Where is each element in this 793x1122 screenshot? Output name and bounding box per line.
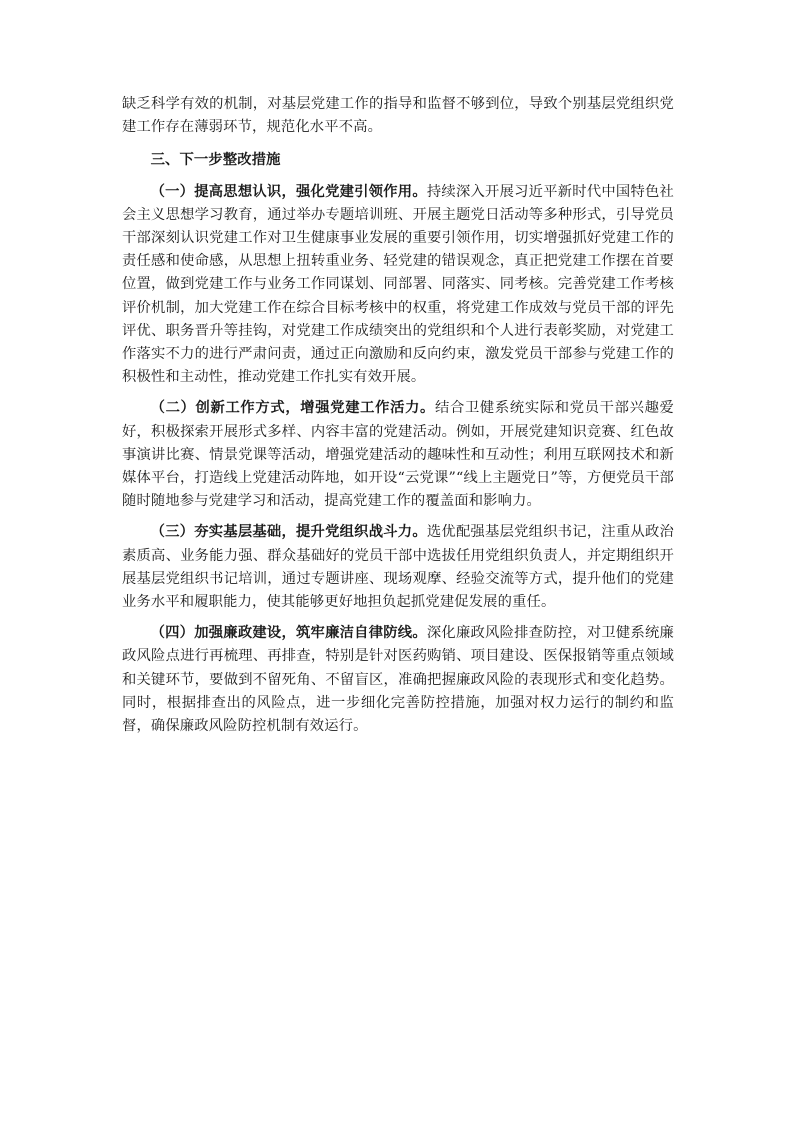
intro-paragraph: 缺乏科学有效的机制，对基层党建工作的指导和监督不够到位，导致个别基层党组织党建工作存在薄弱环节，规范化水平不高。 (122, 96, 674, 136)
measure-paragraph-1 (122, 181, 674, 390)
measure-paragraph-3 (122, 521, 674, 614)
measure-lead-4: （四）加强廉政建设，筑牢廉洁自律防线。 (150, 625, 427, 642)
section-heading: 三、下一步整改措施 (150, 152, 281, 169)
measure-body-3: 选优配强基层党组织书记，注重从政治素质高、业务能力强、群众基础好的党员干部中选拔任用党组织负责人，并定期组织开展基层党组织书记培训，通过专题讲座、现场观摩、经验交流等方式，提升他们的党建业务水平和履职能力，使其能够更好地担负起抓党建促发展的重任。 (122, 524, 674, 611)
measure-body-4: 深化廉政风险排查防控，对卫健系统廉政风险点进行再梳理、再排查，特别是针对医药购销、项目建设、医保报销等重点领域和关键环节，要做到不留死角、不留盲区，准确把握廉政风险的表现形式和变化趋势。同时，根据排查出的风险点，进一步细化完善防控措施，加强对权力运行的制约和监督，确保廉政风险防控机制有效运行。 (122, 625, 674, 735)
measure-lead-3: （三）夯实基层基础，提升党组织战斗力。 (150, 524, 427, 541)
measure-paragraph-4 (122, 622, 674, 738)
measure-paragraph-2 (122, 397, 674, 513)
document-page (122, 93, 674, 738)
measure-lead-2: （二）创新工作方式，增强党建工作活力。 (150, 400, 436, 417)
measure-body-2: 结合卫健系统实际和党员干部兴趣爱好，积极探索开展形式多样、内容丰富的党建活动。例如，开展党建知识竞赛、红色故事演讲比赛、情景党课等活动，增强党建活动的趣味性和互动性；利用互联网技术和新媒体平台，打造线上党建活动阵地，如开设“云党课”“线上主题党日”等，方便党员干部随时随地参与党建学习和活动，提高党建工作的覆盖面和影响力。 (122, 400, 674, 510)
measure-lead-1: （一）提高思想认识，强化党建引领作用。 (150, 183, 427, 200)
measure-body-1: 持续深入开展习近平新时代中国特色社会主义思想学习教育，通过举办专题培训班、开展主题党日活动等多种形式，引导党员干部深刻认识党建工作对卫生健康事业发展的重要引领作用，切实增强抓好党建工作的责任感和使命感，从思想上扭转重业务、轻党建的错误观念，真正把党建工作摆在首要位置，做到党建工作与业务工作同谋划、同部署、同落实、同考核。完善党建工作考核评价机制，加大党建工作在综合目标考核中的权重，将党建工作成效与党员干部的评先评优、职务晋升等挂钩，对党建工作成绩突出的党组织和个人进行表彰奖励，对党建工作落实不力的进行严肃问责，通过正向激励和反向约束，激发党员干部参与党建工作的积极性和主动性，推动党建工作扎实有效开展。 (122, 183, 674, 386)
